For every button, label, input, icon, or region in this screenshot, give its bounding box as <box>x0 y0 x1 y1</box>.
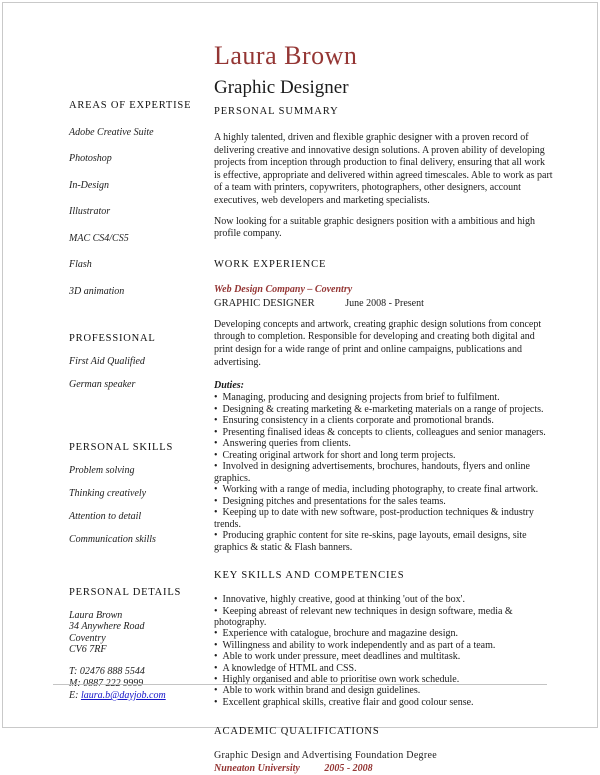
main-column <box>214 41 554 775</box>
email-link[interactable]: laura.b@dayjob.com <box>80 689 166 701</box>
expertise-item: Adobe Creative Suite <box>69 126 154 138</box>
phone-mobile: M: 0887 222 9999 <box>69 677 144 689</box>
duty-item: • Creating original artwork for short and long term projects. <box>214 450 554 462</box>
key-skill-item: • Keeping abreast of relevant new techniques in design software, media & photography. <box>214 606 554 629</box>
employer-name: Web Design Company – Coventry <box>214 283 353 295</box>
expertise-item: 3D animation <box>69 285 125 297</box>
heading-personal-summary: PERSONAL SUMMARY <box>214 106 339 117</box>
email-line <box>69 690 209 702</box>
key-skill-item: • Able to work under pressure, meet deadlines and multitask. <box>214 651 554 662</box>
heading-professional: PROFESSIONAL <box>69 332 156 344</box>
professional-item: First Aid Qualified <box>69 355 145 367</box>
key-skill-item: • Able to work within brand and design guidelines. <box>214 685 554 696</box>
expertise-item: In-Design <box>69 179 109 191</box>
personal-skill-item: Problem solving <box>69 464 135 476</box>
sidebar <box>69 99 209 702</box>
key-skill-item: • Highly organised and able to prioritise own work schedule. <box>214 674 554 685</box>
duty-item: • Involved in designing advertisements, brochures, handouts, flyers and online graphics. <box>214 461 554 484</box>
university-dates: 2005 - 2008 <box>324 763 373 775</box>
key-skill-item: • Innovative, highly creative, good at thinking 'out of the box'. <box>214 594 554 605</box>
address-line: CV6 7RF <box>69 644 107 656</box>
duties-list <box>214 392 554 553</box>
job-dates: June 2008 - Present <box>345 297 424 309</box>
university-line <box>214 763 554 775</box>
expertise-item: Illustrator <box>69 206 111 217</box>
duty-item: • Designing & creating marketing & e-marketing materials on a range of projects. <box>214 404 554 416</box>
heading-academic-qualifications: ACADEMIC QUALIFICATIONS <box>214 726 380 738</box>
duty-item: • Presenting finalised ideas & concepts to clients, colleagues and senior managers. <box>214 427 554 439</box>
duty-item: • Designing pitches and presentations for the sales teams. <box>214 496 554 508</box>
duty-item: • Keeping up to date with new software, post-production techniques & industry trends. <box>214 507 554 530</box>
heading-work-experience: WORK EXPERIENCE <box>214 258 327 270</box>
key-skill-item: • Experience with catalogue, brochure and magazine design. <box>214 628 554 639</box>
candidate-job-title: Graphic Designer <box>214 77 349 98</box>
summary-paragraph-2: Now looking for a suitable graphic designers position with a ambitious and high profile company. <box>214 215 536 240</box>
expertise-item: Flash <box>69 259 92 270</box>
duty-item: • Answering queries from clients. <box>214 438 554 450</box>
key-skill-item: • Willingness and ability to work independently and as part of a team. <box>214 640 554 651</box>
duty-item: • Producing graphic content for site re-skins, page layouts, email designs, site graphics & static & Flash banners. <box>214 530 554 553</box>
degree-title: Graphic Design and Advertising Foundation Degree <box>214 750 437 762</box>
university-name: Nuneaton University <box>214 763 300 775</box>
duty-item: • Working with a range of media, including photography, to create final artwork. <box>214 484 554 496</box>
key-skills-list <box>214 594 554 708</box>
heading-areas-of-expertise: AREAS OF EXPERTISE <box>69 100 192 111</box>
personal-skill-item: Communication skills <box>69 533 156 545</box>
address-line: Laura Brown <box>69 609 123 621</box>
duty-item: • Managing, producing and designing projects from brief to fulfilment. <box>214 392 554 404</box>
resume-page <box>2 2 598 775</box>
address-block <box>69 610 209 656</box>
email-label: E: <box>69 689 79 701</box>
job-description: Developing concepts and artwork, creating graphic design solutions from concept through to completion. Responsible for developing and creating both digital and print design for a wide range of print and online campaigns, publications and advertising. <box>214 318 542 368</box>
expertise-item: MAC CS4/CS5 <box>69 232 129 244</box>
duties-label: Duties: <box>214 380 244 392</box>
heading-personal-details: PERSONAL DETAILS <box>69 586 182 598</box>
personal-skill-item: Thinking creatively <box>69 487 147 499</box>
professional-item: German speaker <box>69 378 136 390</box>
summary-paragraph-1: A highly talented, driven and flexible graphic designer with a proven record of delivering creative and innovative design solutions. A proven ability of developing projects from inception through production to final delivery, ensuring that all work is effective, appropriate and delivered within agreed timescales. Able to work as part of a team with printers, copywriters, photographers, other designers, account executives, web developers and marketing specialists. <box>214 132 553 206</box>
duty-item: • Ensuring consistency in a clients corporate and promotional brands. <box>214 415 554 427</box>
phone-telephone: T: 02476 888 5544 <box>69 665 145 677</box>
address-line: Coventry <box>69 632 106 644</box>
footer-divider <box>53 684 547 685</box>
job-role-line <box>214 297 554 310</box>
key-skill-item: • A knowledge of HTML and CSS. <box>214 663 554 674</box>
job-role: GRAPHIC DESIGNER <box>214 297 315 309</box>
key-skill-item: • Excellent graphical skills, creative flair and good colour sense. <box>214 697 554 708</box>
candidate-name: Laura Brown <box>214 41 358 70</box>
expertise-item: Photoshop <box>69 153 112 164</box>
heading-personal-skills: PERSONAL SKILLS <box>69 441 174 453</box>
heading-key-skills: KEY SKILLS AND COMPETENCIES <box>214 570 405 582</box>
personal-skill-item: Attention to detail <box>69 510 142 522</box>
address-line: 34 Anywhere Road <box>69 621 145 633</box>
